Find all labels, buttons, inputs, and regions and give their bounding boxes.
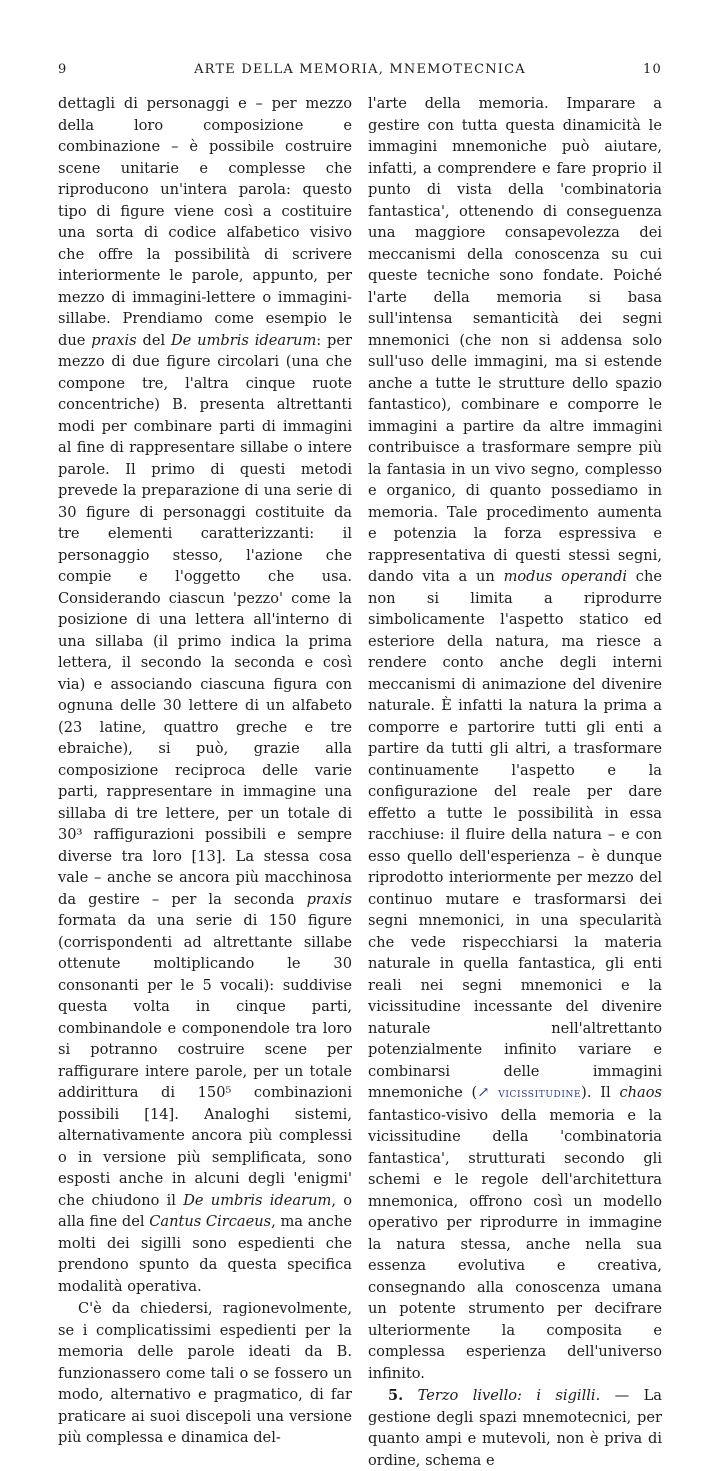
italic-run: modus operandi xyxy=(503,568,628,585)
text-run: che non si limita a riprodurre simbolicamente l'aspetto statico ed esteriore della natura, ma riesce a rendere conto anche degli interni meccanismi di animazione del divenire naturale. È infatti la natura la prima a comporre e partorire tutti gli enti a partire da tutti gli altri, a trasformare continuamente l'aspetto e la configurazione del reale per dare effetto a tutte le possibilità in essa racchiuse: il fluire della natura – e con esso quello dell'esperienza – è dunque riprodotto interiormente per mezzo del continuo mutare e trasformarsi dei segni mnemonici, in una specularità che vede rispecchiarsi la materia naturale in quella fantastica, gli enti reali nei segni mnemonici e la vicissitudine incessante del divenire naturale nell'altrettanto potenzialmente infinito variare e combinarsi delle immagini mnemoniche ( xyxy=(368,568,662,1101)
left-paragraph-2: C'è da chiedersi, ragionevolmente, se i complicatissimi espedienti per la memoria delle parole ideati da B. funzionassero come tali o se fossero un modo, alternativo e pragmatico, di far praticare ai suoi discepoli una versione più complessa e dinamica del- xyxy=(58,1300,352,1446)
page-number-left: 9 xyxy=(58,62,68,77)
text-run: del xyxy=(136,331,171,349)
section-5-paragraph xyxy=(368,1385,662,1471)
text-run: formata da una serie di 150 figure (corrispondenti ad altrettante sillabe ottenute moltiplicando le 30 consonanti per le 5 vocali): suddivise questa volta in cinque parti, combinandole e componendole tra loro si potranno costruire scene per raffigurare intere parole, per un totale addirittura di 150⁵ combinazioni possibili [14]. Analoghi sistemi, alternativamente ancora più complessi o in versione più semplificata, sono esposti anche in alcuni degli 'enigmi' che chiudono il xyxy=(58,912,352,1209)
running-title: ARTE DELLA MEMORIA, MNEMOTECNICA xyxy=(194,62,526,77)
text-run: , o alla fine del xyxy=(58,1191,352,1230)
left-column xyxy=(58,93,352,1449)
cross-reference-link[interactable]: vicissitudine xyxy=(498,1085,582,1101)
right-paragraph-1 xyxy=(368,93,662,1384)
text-run: ). Il xyxy=(581,1084,620,1101)
text-run: La gestione degli spazi mnemotecnici, per quanto ampi e mutevoli, non è priva di ordine, schema e xyxy=(368,1387,662,1469)
page-number-right: 10 xyxy=(643,62,662,77)
section-title: Terzo livello: i sigilli. xyxy=(417,1387,601,1404)
right-column xyxy=(368,93,662,1471)
italic-run: Cantus Circaeus xyxy=(149,1213,272,1230)
left-paragraph-1 xyxy=(58,93,352,1297)
text-run: l'arte della memoria. Imparare a gestire con tutta questa dinamicità le immagini mnemoniche può aiutare, infatti, a comprendere e fare proprio il punto di vista della 'combinatoria fantastica', ottenendo di conseguenza una maggiore consapevolezza dei meccanismi della conoscenza su cui queste tecniche sono fondate. Poiché l'arte della memoria si basa sull'intensa semanticità dei segni mnemonici (che non si addensa solo sull'uso delle immagini, ma si estende anche a tutte le strutture dello spazio fantastico), combinare e comporre le immagini a partire da altre immagini contribuisce a trasformare sempre più la fantasia in un vivo segno, complesso e organico, di quanto possediamo in memoria. Tale procedimento aumenta e potenzia la forza espressiva e rappresentativa di questi stessi segni, dando vita a un xyxy=(368,95,662,585)
italic-run: praxis xyxy=(306,890,352,908)
cross-reference-arrow-icon: ↗ xyxy=(477,1084,490,1101)
text-run: : per mezzo di due figure circolari (una che compone tre, l'altra cinque ruote concentriche) B. presenta altrettanti modi per combinare parti di immagini al fine di rappresentare sillabe o intere parole. Il primo di questi metodi prevede la preparazione di una serie di 30 figure di personaggi costituite da tre elementi caratterizzanti: il personaggio stesso, l'azione che compie e l'oggetto che usa. Considerando ciascun 'pezzo' come la posizione di una lettera all'interno di una sillaba (il primo indica la prima lettera, il secondo la seconda e così via) e associando ciascuna figura con ognuna delle 30 lettere di un alfabeto (23 latine, quattro greche e tre ebraiche), si può, grazie alla composizione reciproca delle varie parti, rappresentare in immagine una sillaba di tre lettere, per un totale di 30³ raffigurazioni possibili e sempre diverse tra loro [13]. La stessa cosa vale – anche se ancora più macchinosa da gestire – per la seconda xyxy=(58,331,352,908)
italic-run: chaos xyxy=(619,1084,663,1101)
text-run: fantastico-visivo della memoria e la vicissitudine della 'combinatoria fantastica', strutturati secondo gli schemi e le regole dell'architettura mnemonica, offrono così un modello operativo per riprodurre in immagine la natura stessa, anche nella sua essenza evolutiva e creativa, consegnando alla conoscenza umana un potente strumento per decifrare ulteriormente la composita e complessa esperienza dell'universo infinito. xyxy=(368,1106,662,1382)
text-run: dettagli di personaggi e – per mezzo della loro composizione e combinazione – è possibile costruire scene unitarie e complesse che riproducono un'intera parola: questo tipo di figure viene così a costituire una sorta di codice alfabetico visivo che offre la possibilità di scrivere interiormente le parole, appunto, per mezzo di immagini-lettere o immagini-sillabe. Prendiamo come esempio le due xyxy=(58,95,352,349)
section-number: 5. xyxy=(388,1387,404,1404)
italic-run: De umbris idearum xyxy=(183,1191,332,1209)
text-run: , ma anche molti dei sigilli sono espedienti che prendono spunto da questa specifica modalità operativa. xyxy=(58,1213,352,1295)
italic-run: De umbris idearum xyxy=(170,331,317,349)
text-run: — xyxy=(600,1387,644,1404)
running-head xyxy=(58,62,662,82)
italic-run: praxis xyxy=(91,331,137,349)
